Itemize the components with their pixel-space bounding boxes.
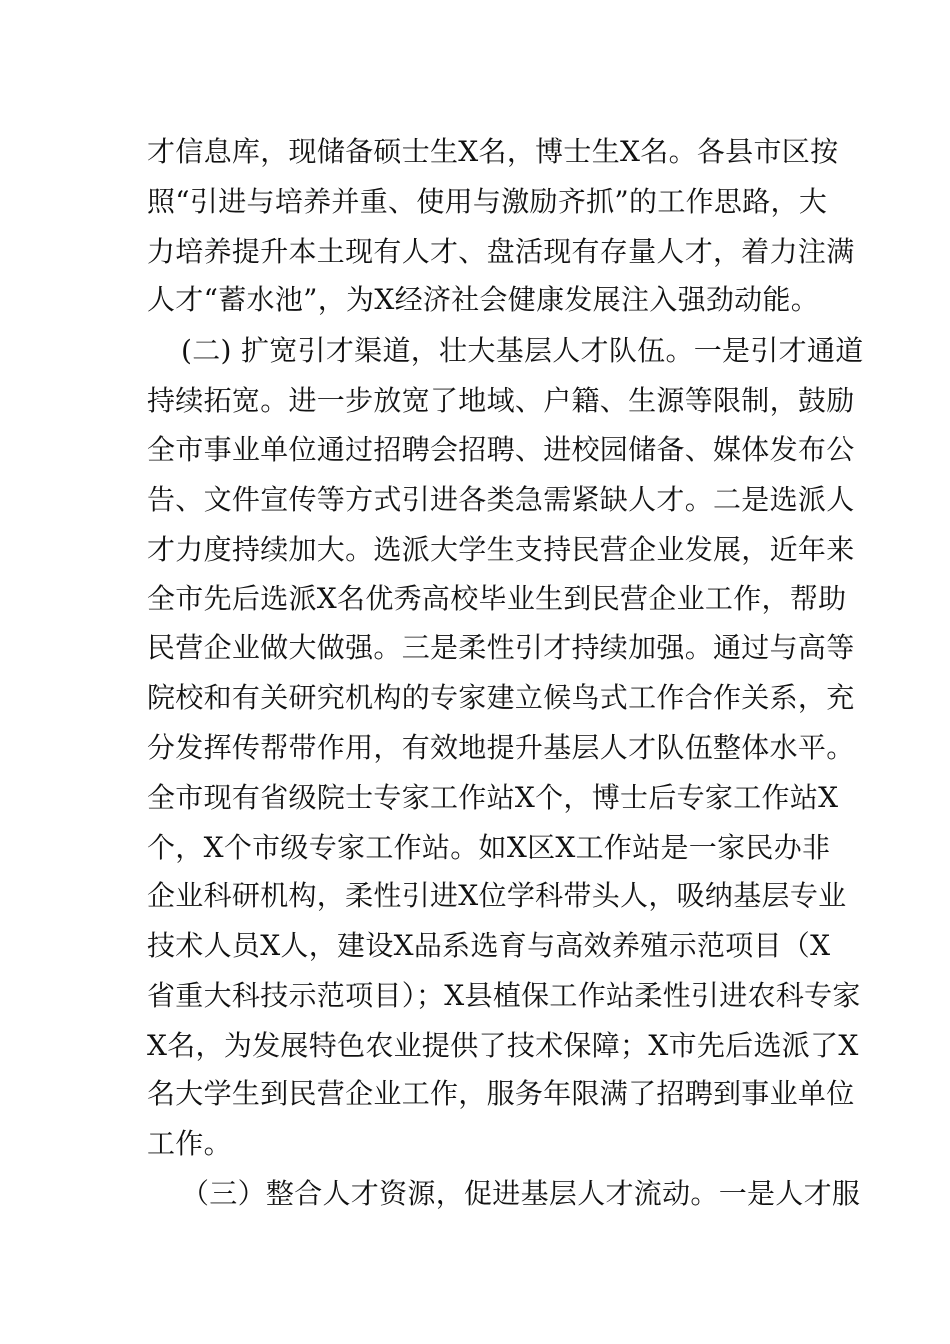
text-line: 告、文件宣传等方式引进各类急需紧缺人才。二是选派人: [147, 483, 855, 516]
text-line: 工作。: [147, 1127, 232, 1160]
text-line: 名大学生到民营企业工作，服务年限满了招聘到事业单位: [147, 1077, 855, 1110]
text-line: 全市事业单位通过招聘会招聘、进校园储备、媒体发布公: [147, 433, 855, 466]
text-line: X名，为发展特色农业提供了技术保障；X市先后选派了X: [147, 1029, 859, 1062]
text-line: 全市现有省级院士专家工作站X个，博士后专家工作站X: [147, 781, 839, 814]
text-line: 院校和有关研究机构的专家建立候鸟式工作合作关系，充: [147, 681, 855, 714]
text-line: 全市先后选派X名优秀高校毕业生到民营企业工作，帮助: [147, 582, 847, 615]
text-line: 技术人员X人，建设X品系选育与高效养殖示范项目（X: [147, 929, 831, 962]
text-line: 企业科研机构，柔性引进X位学科带头人，吸纳基层专业: [147, 879, 847, 912]
text-line: 人才“蓄水池”，为X经济社会健康发展注入强劲动能。: [147, 283, 820, 316]
text-line: 分发挥传帮带作用，有效地提升基层人才队伍整体水平。: [147, 731, 855, 764]
text-line: 省重大科技示范项目）；X县植保工作站柔性引进农科专家: [147, 979, 861, 1012]
text-line: 个，X个市级专家工作站。如X区X工作站是一家民办非: [147, 831, 831, 864]
text-line: 才力度持续加大。选派大学生支持民营企业发展，近年来: [147, 533, 855, 566]
text-line: 持续拓宽。进一步放宽了地域、户籍、生源等限制，鼓励: [147, 384, 855, 417]
text-line: 照“引进与培养并重、使用与激励齐抓”的工作思路，大: [147, 185, 828, 218]
paragraph-heading-line: (二) 扩宽引才渠道，壮大基层人才队伍。一是引才通道: [181, 334, 864, 367]
paragraph-heading-line: （三）整合人才资源，促进基层人才流动。一是人才服: [181, 1177, 861, 1210]
text-line: 力培养提升本土现有人才、盘活现有存量人才，着力注满: [147, 235, 855, 268]
text-line: 民营企业做大做强。三是柔性引才持续加强。通过与高等: [147, 631, 855, 664]
text-line: 才信息库，现储备硕士生X名，博士生X名。各县市区按: [147, 135, 839, 168]
